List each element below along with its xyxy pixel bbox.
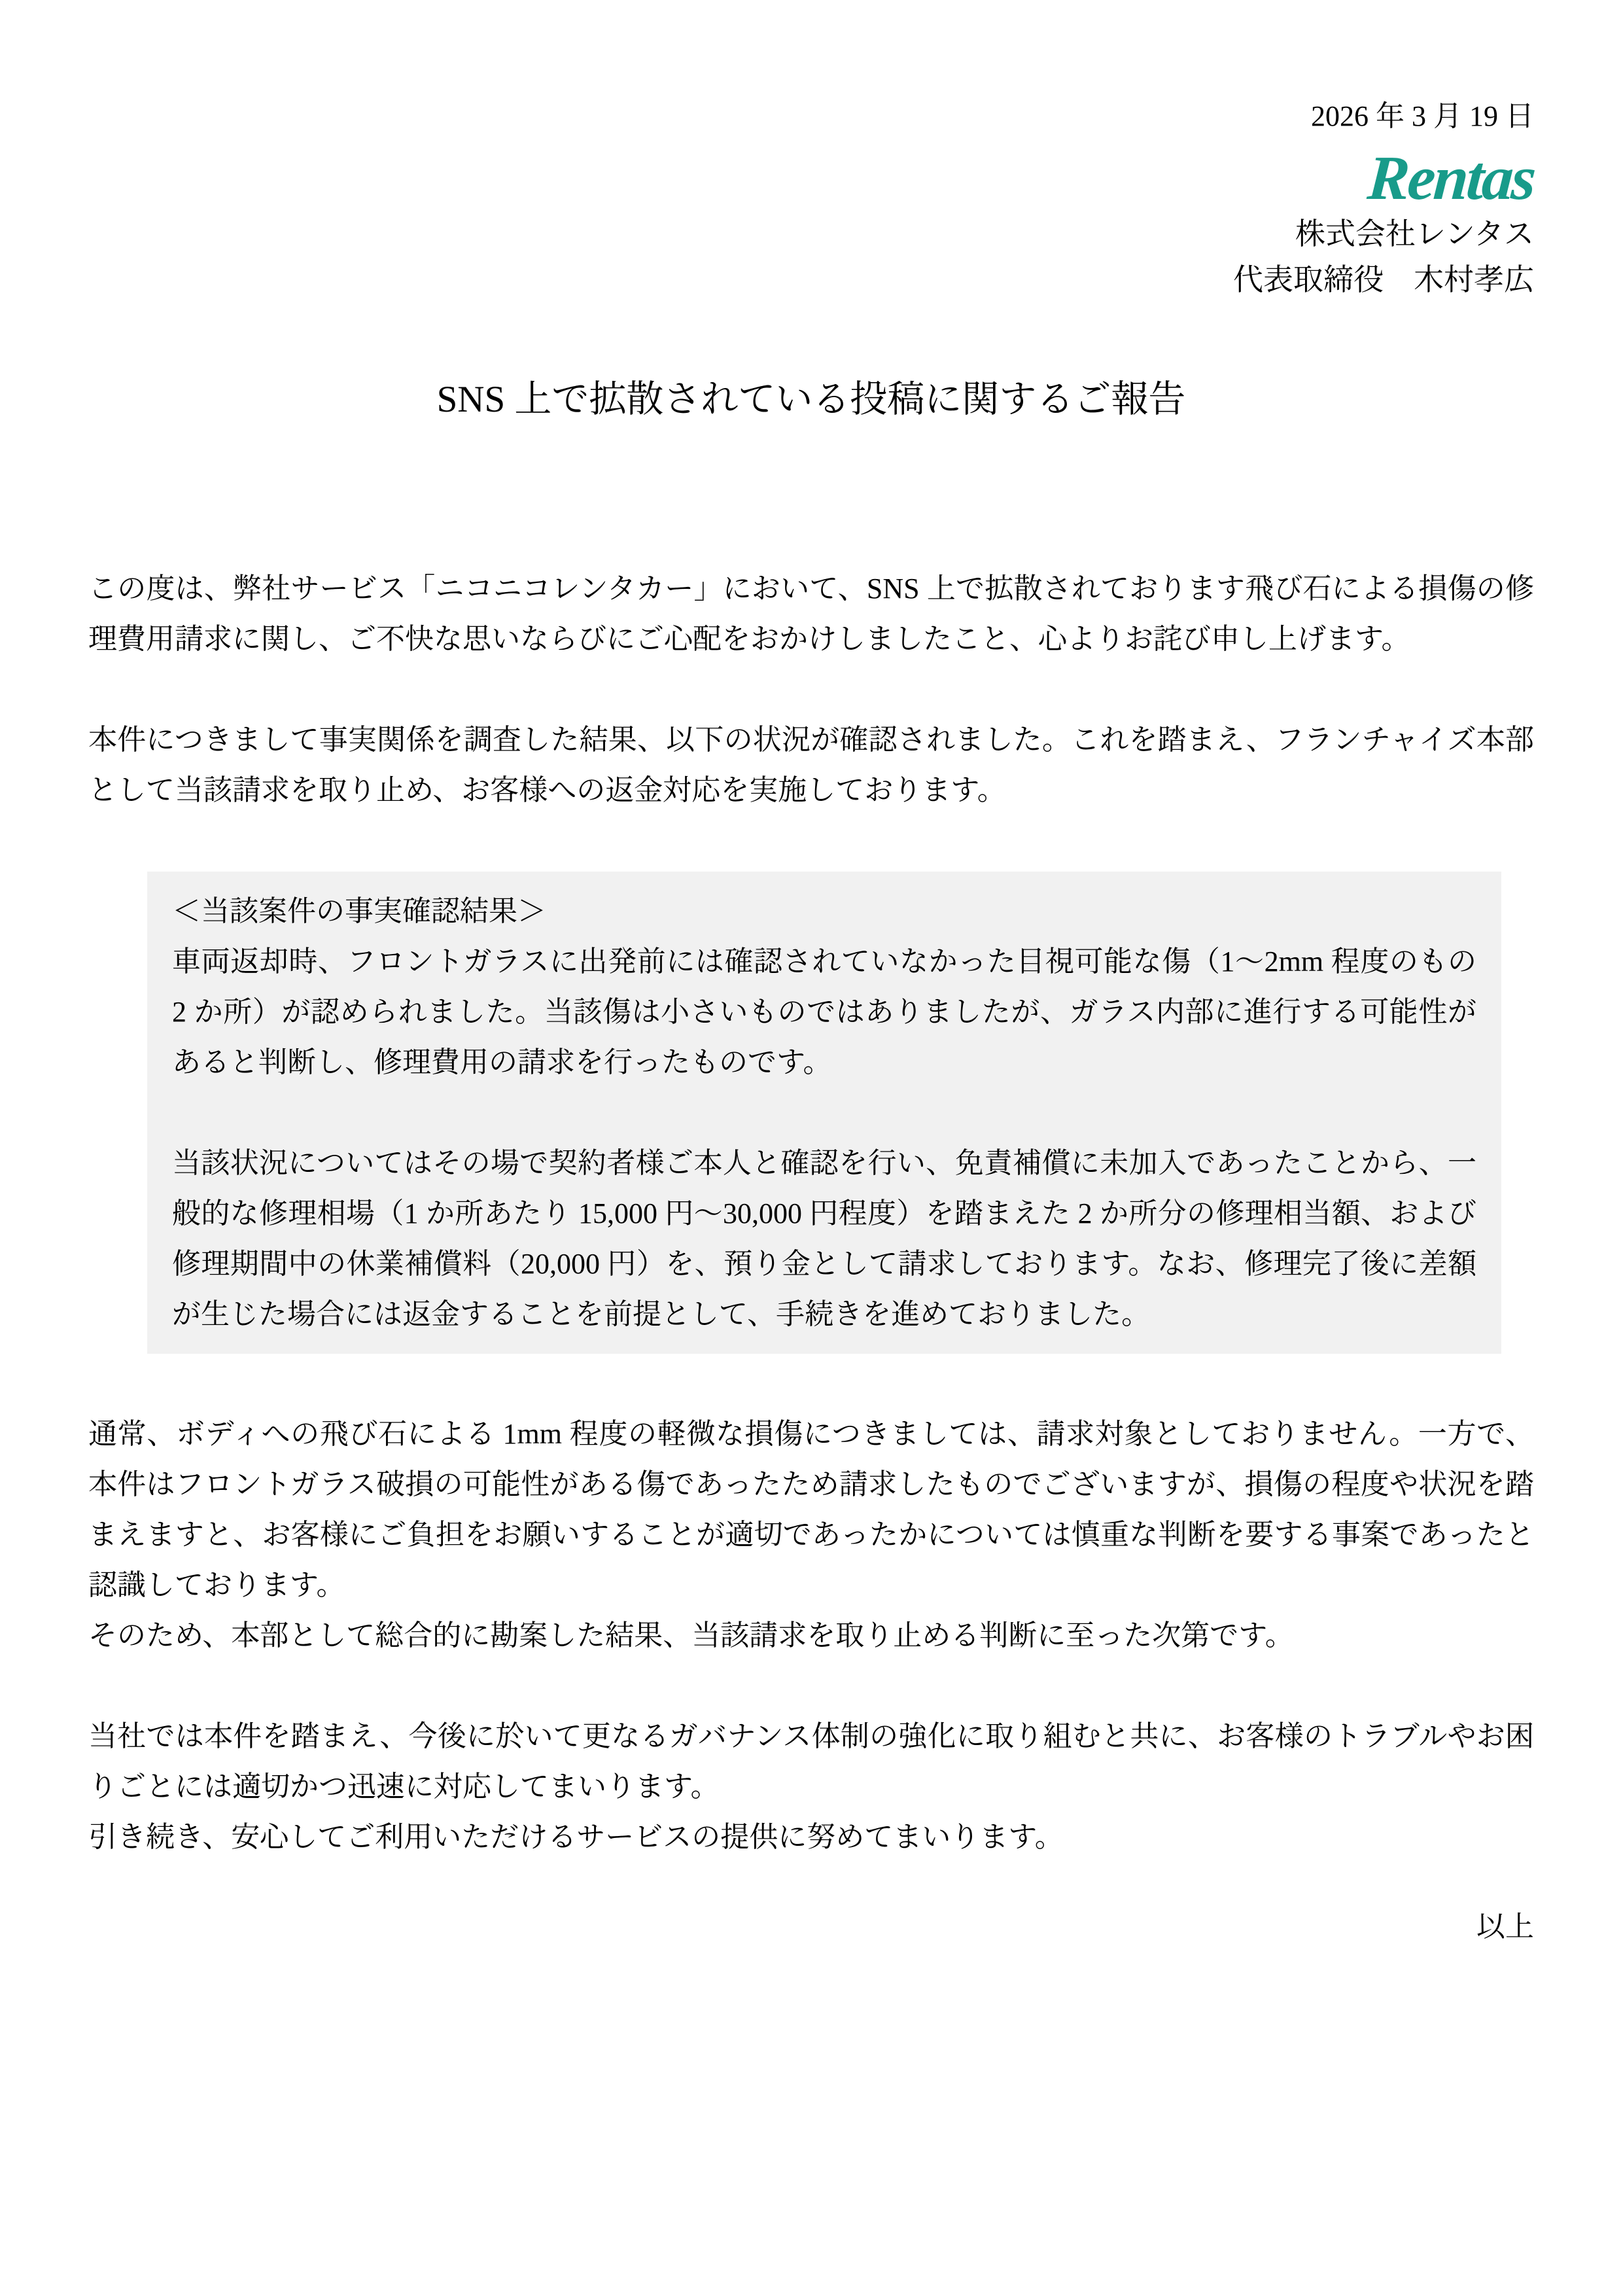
fact-box-paragraph-billing: 当該状況についてはその場で契約者様ご本人と確認を行い、免責補償に未加入であったことから、一般的な修理相場（1 か所あたり 15,000 円〜30,000 円程度）を踏まえた 2 か所分の修理相当額、および修理期間中の休業補償料（20,000 円）を、預り金として請求しております。なお、修理完了後に差額が生じた場合には返金することを前提として、手続きを進めておりました。	[172, 1147, 1476, 1330]
company-name: 株式会社レンタス	[1295, 217, 1534, 251]
document-date: 2026 年 3 月 19 日	[1311, 100, 1534, 132]
closing-mark: 以上	[1476, 1911, 1534, 1943]
document-body	[88, 563, 1534, 1952]
body-paragraph-governance: 当社では本件を踏まえ、今後に於いて更なるガバナンス体制の強化に取り組むと共に、お客様のトラブルやお困りごとには適切かつ迅速に対応してまいります。	[88, 1720, 1534, 1803]
fact-box-paragraph-damage: 車両返却時、フロントガラスに出発前には確認されていなかった目視可能な傷（1〜2mm 程度のもの 2 か所）が認められました。当該傷は小さいものではありましたが、ガラス内部に進行する可能性があると判断し、修理費用の請求を行ったものです。	[172, 945, 1476, 1078]
document-header	[88, 0, 1537, 298]
fact-box-heading: ＜当該案件の事実確認結果＞	[172, 895, 546, 927]
document-content	[88, 0, 1537, 1952]
logo-row	[88, 133, 1537, 213]
body-paragraph-investigation: 本件につきまして事実関係を調査した結果、以下の状況が確認されました。これを踏まえ、フランチャイズ本部として当該請求を取り止め、お客様への返金対応を実施しております。	[88, 724, 1534, 806]
fact-box	[147, 872, 1501, 1354]
rentas-logo: Rentas	[1365, 143, 1537, 213]
representative-name: 代表取締役 木村孝広	[1233, 263, 1534, 296]
body-paragraph-decision: そのため、本部として総合的に勘案した結果、当該請求を取り止める判断に至った次第です。	[88, 1619, 1294, 1651]
document-title: SNS 上で拡散されている投稿に関するご報告	[436, 379, 1186, 420]
body-paragraph-policy: 通常、ボディへの飛び石による 1mm 程度の軽微な損傷につきましては、請求対象としておりません。一方で、本件はフロントガラス破損の可能性がある傷であったため請求したものでございますが、損傷の程度や状況を踏まえますと、お客様にご負担をお願いすることが適切であったかについては慎重な判断を要する事案であったと認識しております。	[88, 1418, 1534, 1601]
body-paragraph-apology: この度は、弊社サービス「ニコニコレンタカー」において、SNS 上で拡散されております飛び石による損傷の修理費用請求に関し、ご不快な思いならびにご心配をおかけしましたこと、心よりお詫び申し上げます。	[88, 573, 1534, 655]
body-paragraph-commitment: 引き続き、安心してご利用いただけるサービスの提供に努めてまいります。	[88, 1821, 1064, 1853]
